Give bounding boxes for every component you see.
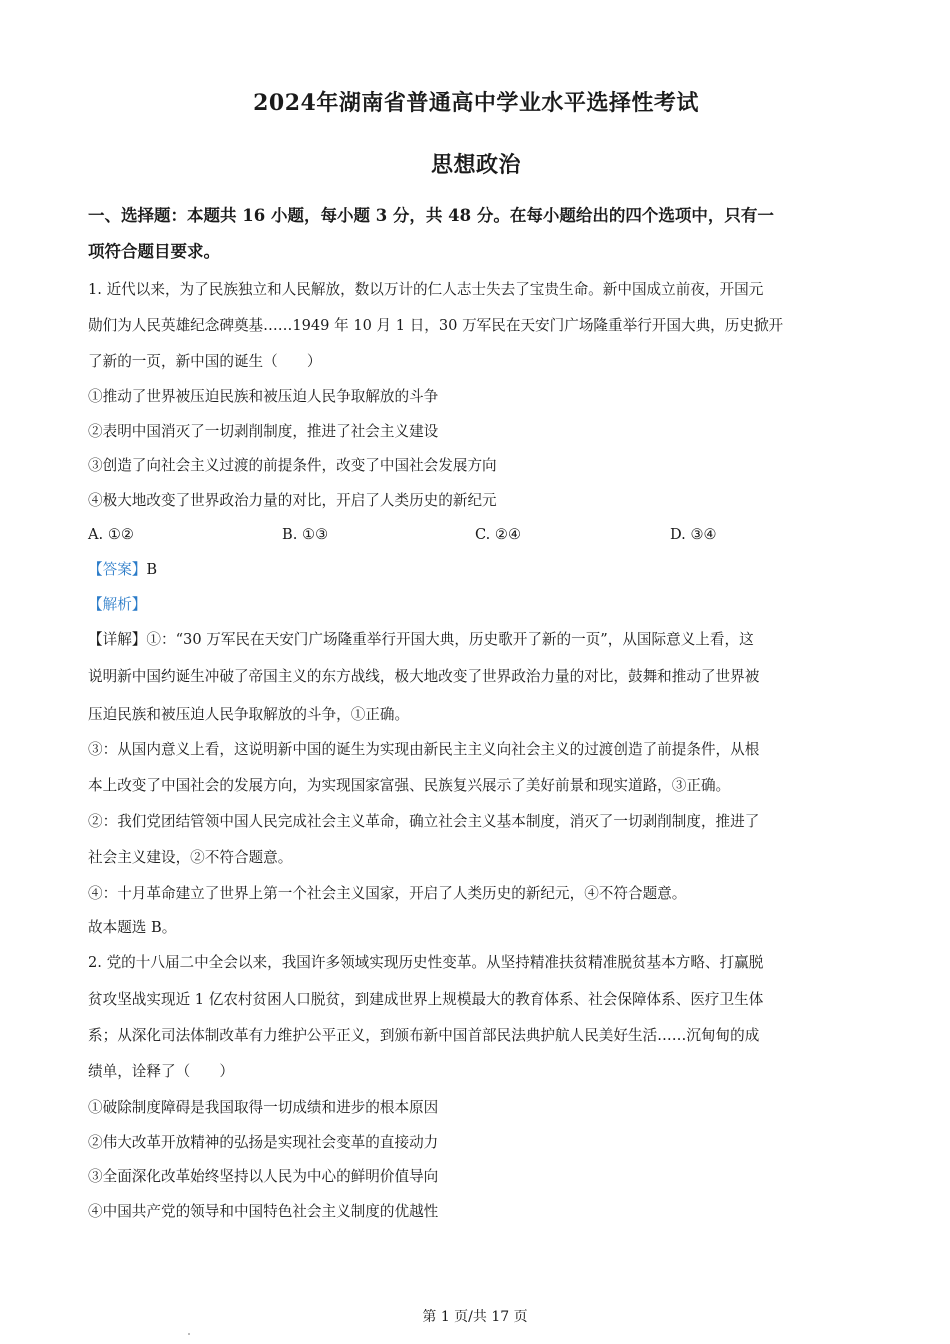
q1-option-c: C. ②④ [475, 526, 522, 543]
q1-stem-line3: 了新的一页，新中国的诞生（ ） [88, 353, 322, 370]
q1-detail-line3: 压迫民族和被压迫人民争取解放的斗争，①正确。 [88, 706, 410, 723]
q1-option-b: B. ①③ [282, 526, 329, 543]
q1-statement-2: ②表明中国消灭了一切剥削制度，推进了社会主义建设 [88, 423, 439, 440]
section-heading-line1: 一、选择题：本题共 16 小题，每小题 3 分，共 48 分。在每小题给出的四个选项中，只有一 [88, 206, 774, 225]
q2-stem-line4: 绩单，诠释了（ ） [88, 1063, 234, 1080]
q1-detail-line5: 本上改变了中国社会的发展方向，为实现国家富强、民族复兴展示了美好前景和现实道路，③正确。 [88, 777, 731, 794]
detail-text-1: ①：“30 万军民在天安门广场隆重举行开国大典，历史歌开了新的一页”，从国际意义上看，这 [146, 631, 754, 648]
q1-statement-3: ③创造了向社会主义过渡的前提条件，改变了中国社会发展方向 [88, 457, 497, 474]
q2-statement-3: ③全面深化改革始终坚持以人民为中心的鲜明价值导向 [88, 1168, 439, 1185]
q1-analysis-heading [88, 595, 146, 615]
section-heading-line2: 项符合题目要求。 [88, 242, 220, 261]
q1-detail-line6: ②：我们党团结管领中国人民完成社会主义革命，确立社会主义基本制度，消灭了一切剥削制度，推进了 [88, 813, 760, 830]
q1-detail-line8: ④：十月革命建立了世界上第一个社会主义国家，开启了人类历史的新纪元，④不符合题意。 [88, 885, 687, 902]
q1-detail-line4: ③：从国内意义上看，这说明新中国的诞生为实现由新民主主义向社会主义的过渡创造了前提条件，从根 [88, 741, 760, 758]
q2-statement-2: ②伟大改革开放精神的弘扬是实现社会变革的直接动力 [88, 1134, 439, 1151]
q1-detail-line1 [88, 630, 754, 650]
page-number: 第 1 页/共 17 页 [422, 1309, 528, 1325]
q1-statement-4: ④极大地改变了世界政治力量的对比，开启了人类历史的新纪元 [88, 492, 497, 509]
q1-stem-line2: 勋们为人民英雄纪念碑奠基……1949 年 10 月 1 日，30 万军民在天安门广场隆重举行开国大典，历史掀开 [88, 317, 784, 334]
answer-tag: 【答案】 [88, 561, 147, 578]
q1-option-a: A. ①② [88, 526, 134, 543]
q1-option-d: D. ③④ [670, 526, 717, 543]
q2-statement-1: ①破除制度障碍是我国取得一切成绩和进步的根本原因 [88, 1099, 439, 1116]
q1-stem-line1: 1. 近代以来，为了民族独立和人民解放，数以万计的仁人志士失去了宝贵生命。新中国成立前夜，开国元 [88, 281, 764, 298]
q1-conclusion: 故本题选 B。 [88, 919, 177, 936]
scan-speck [188, 1333, 190, 1335]
exam-title: 2024年湖南省普通高中学业水平选择性考试 [253, 90, 699, 116]
q2-stem-line1: 2. 党的十八届二中全会以来，我国许多领域实现历史性变革。从坚持精准扶贫精准脱贫基本方略、打赢脱 [88, 954, 764, 971]
q1-detail-line2: 说明新中国约诞生冲破了帝国主义的东方战线，极大地改变了世界政治力量的对比，鼓舞和推动了世界被 [88, 668, 760, 685]
q1-answer [88, 560, 157, 580]
q1-statement-1: ①推动了世界被压迫民族和被压迫人民争取解放的斗争 [88, 388, 439, 405]
answer-value: B [146, 561, 158, 578]
q2-stem-line2: 贫攻坚战实现近 1 亿农村贫困人口脱贫，到建成世界上规模最大的教育体系、社会保障体系、医疗卫生体 [88, 991, 764, 1008]
q2-statement-4: ④中国共产党的领导和中国特色社会主义制度的优越性 [88, 1203, 439, 1220]
q2-stem-line3: 系；从深化司法体制改革有力维护公平正义，到颁布新中国首部民法典护航人民美好生活……沉甸甸的成 [88, 1027, 760, 1044]
detail-tag: 【详解】 [88, 631, 147, 648]
exam-subject: 思想政治 [430, 152, 521, 178]
analysis-tag: 【解析】 [88, 596, 147, 613]
q1-detail-line7: 社会主义建设，②不符合题意。 [88, 849, 293, 866]
